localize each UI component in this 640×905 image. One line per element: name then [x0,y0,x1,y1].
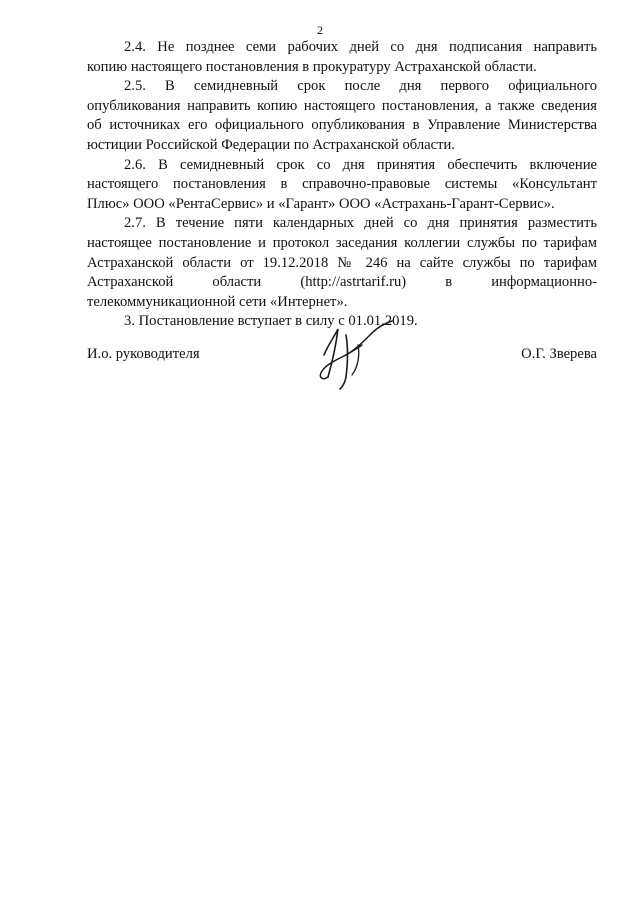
paragraph-2-4 [87,38,597,77]
paragraph-2-7 [87,214,597,312]
paragraph-line: телекоммуникационной сети «Интернет». [87,293,348,310]
paragraph-line: об источниках его официального опубликования в Управление Министерства [87,117,597,134]
paragraph-line: 2.4. Не позднее семи рабочих дней со дня подписания направить [124,39,597,55]
paragraph-line: опубликования направить копию настоящего постановления, а также сведения [87,97,597,114]
paragraph-line: юстиции Российской Федерации по Астраханской области. [87,136,455,153]
paragraph-line: настоящее постановление и протокол заседания коллегии службы по тарифам [87,234,597,251]
signature-block [87,341,597,401]
page-number: 2 [317,23,323,37]
paragraph-line: копию настоящего постановления в прокуратуру Астраханской области. [87,58,537,75]
signatory-role: И.о. руководителя [87,346,200,362]
signatory-name: О.Г. Зверева [521,346,597,362]
paragraph-2-5 [87,77,597,155]
paragraph-line: Астраханской области (http://astrtarif.ru) в информационно- [87,274,597,291]
paragraph-line: 2.5. В семидневный срок после дня первого официального [124,78,597,95]
paragraph-line: 3. Постановление вступает в силу с 01.01.2019. [124,313,418,330]
paragraph-line: 2.7. В течение пяти календарных дней со дня принятия разместить [124,215,597,232]
document-body [87,38,597,332]
paragraph-line: 2.6. В семидневный срок со дня принятия обеспечить включение [124,156,597,173]
paragraph-2-6 [87,156,597,215]
paragraph-line: настоящего постановления в справочно-правовые системы «Консультант [87,176,597,193]
paragraph-line: Плюс» ООО «РентаСервис» и «Гарант» ООО «Астрахань-Гарант-Сервис». [87,195,555,212]
handwritten-signature [312,315,402,395]
paragraph-line: Астраханской области от 19.12.2018 № 246 на сайте службы по тарифам [87,254,597,271]
